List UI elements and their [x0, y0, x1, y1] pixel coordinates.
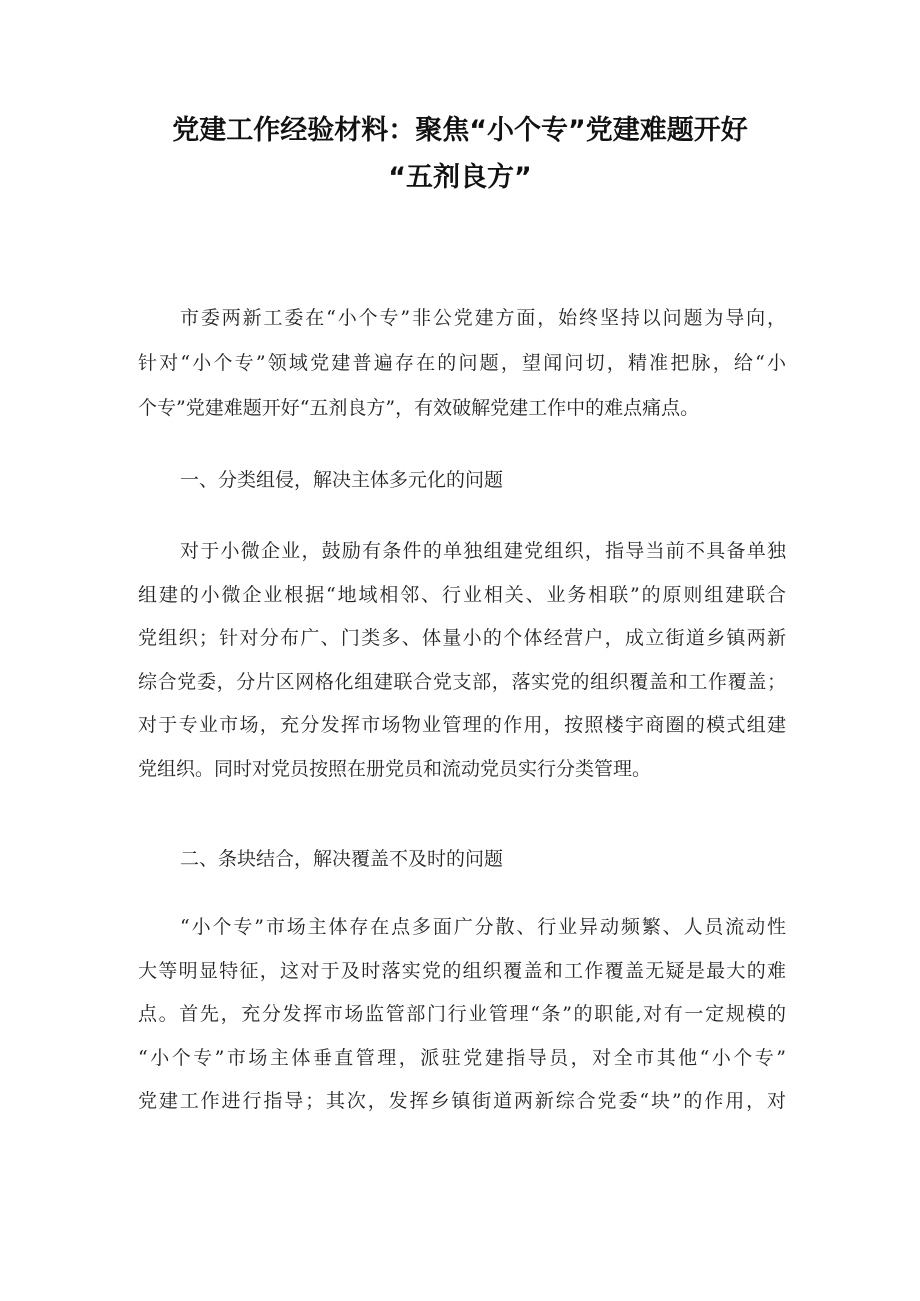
section-1-heading: 一、分类组侵，解决主体多元化的问题: [180, 469, 504, 491]
section-2-line: 点。首先，充分发挥市场监管部门行业管理“条”的职能,对有一定规模的: [138, 1003, 786, 1026]
document-title-line-2: “五剂良方”: [388, 162, 532, 193]
intro-line: 市委两新工委在“小个专”非公党建方面，始终坚持以问题为导向，: [180, 307, 786, 329]
section-1-line: 综合党委，分片区网格化组建联合党支部，落实党的组织覆盖和工作覆盖；: [138, 670, 786, 693]
section-2-line: 党建工作进行指导；其次，发挥乡镇街道两新综合党委“块”的作用，对: [138, 1090, 786, 1113]
section-1-line: 组建的小微企业根据“地域相邻、行业相关、业务相联”的原则组建联合: [138, 583, 786, 606]
section-1-line: 对于专业市场，充分发挥市场物业管理的作用，按照楼宇商圈的模式组建: [138, 714, 786, 737]
section-1-line: 党组织。同时对党员按照在册党员和流动党员实行分类管理。: [138, 757, 652, 780]
section-2-heading: 二、条块结合，解决覆盖不及时的问题: [180, 848, 504, 870]
document-title-line-1: 党建工作经验材料：聚焦“小个专”党建难题开好: [172, 115, 748, 146]
section-2-line: 大等明显特征，这对于及时落实党的组织覆盖和工作覆盖无疑是最大的难: [138, 959, 786, 982]
section-2-line: “小个专”市场主体存在点多面广分散、行业异动频繁、人员流动性: [180, 916, 786, 938]
section-2-line: “小个专”市场主体垂直管理，派驻党建指导员，对全市其他“小个专”: [138, 1046, 786, 1069]
section-1-line: 对于小微企业，鼓励有条件的单独组建党组织，指导当前不具备单独: [180, 540, 786, 562]
section-1-line: 党组织；针对分布广、门类多、体量小的个体经营户，成立街道乡镇两新: [138, 627, 786, 650]
intro-line: 个专”党建难题开好“五剂良方”，有效破解党建工作中的难点痛点。: [138, 397, 700, 419]
intro-line: 针对“小个专”领域党建普遍存在的问题，望闻问切，精准把脉，给“小: [138, 352, 786, 374]
